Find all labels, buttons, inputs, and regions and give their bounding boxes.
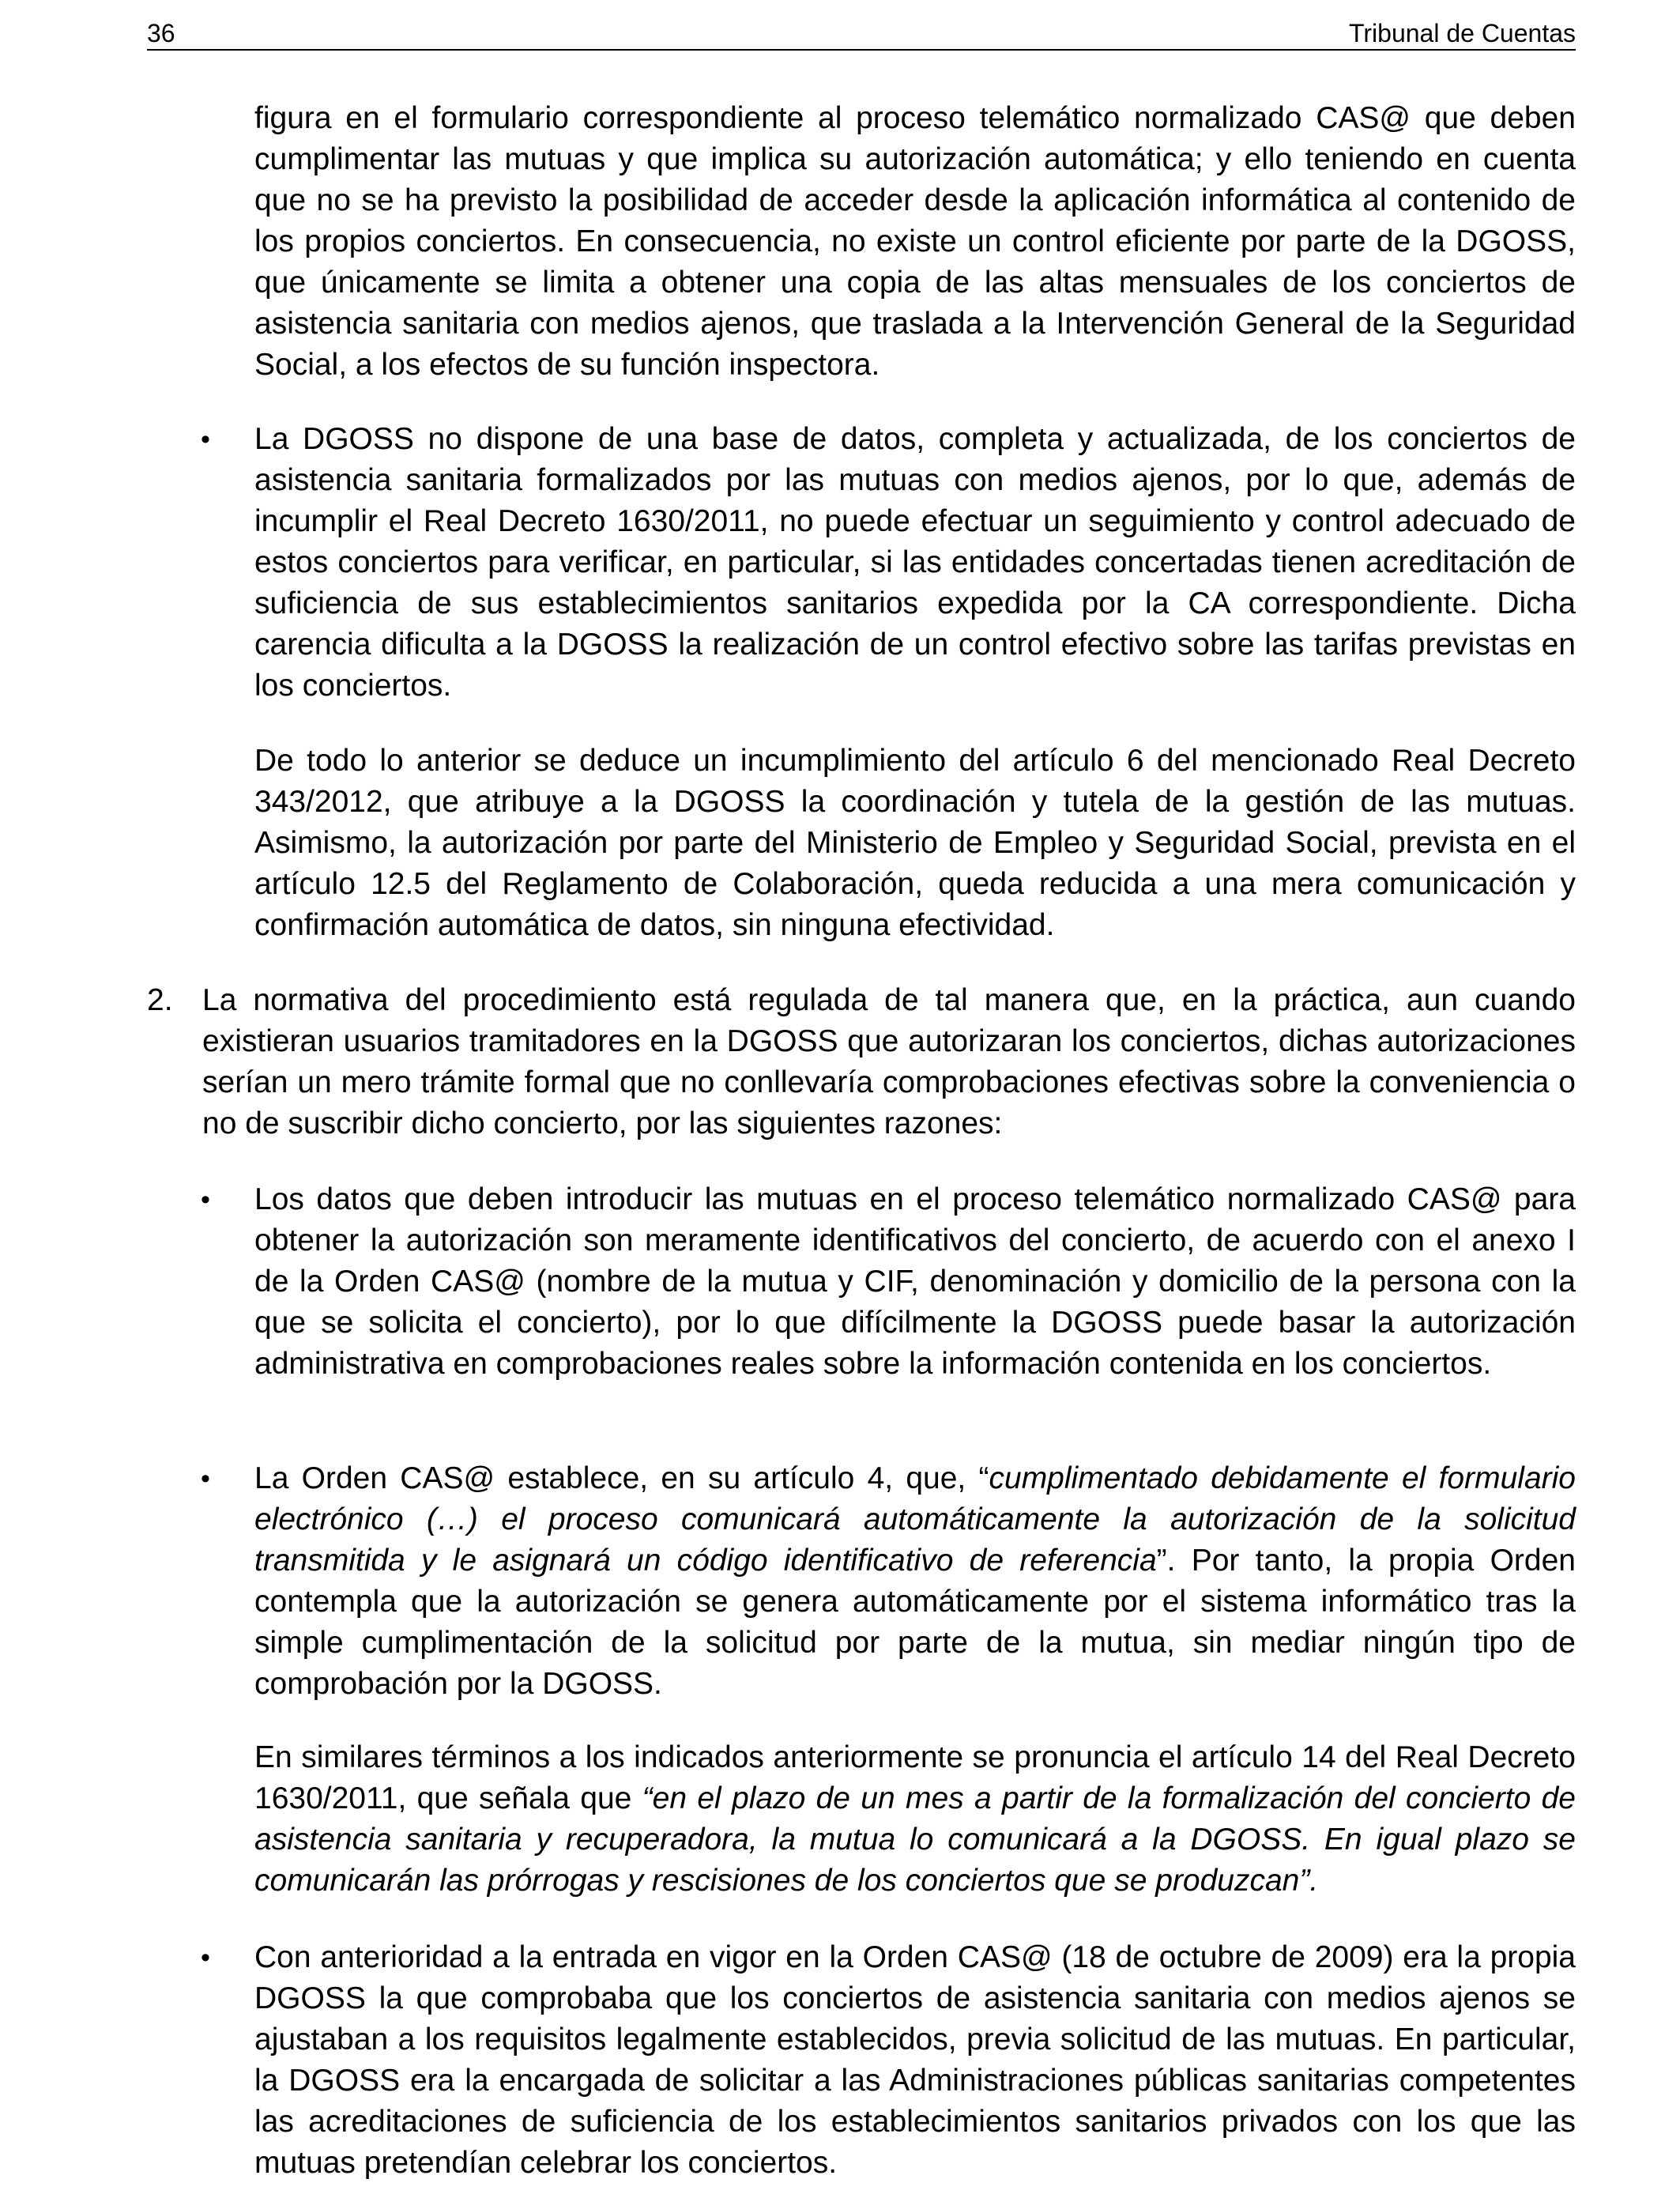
bullet-3-quote: cumplimentado debidamente el formulario electrónico (…) el proceso comunicará automáticamente la autorización de la solicitud transmitida y le asignará un código identificativo de referencia (254, 1461, 1576, 1578)
paragraph-similar-terms (254, 1737, 1576, 1902)
paragraph-conclusion: De todo lo anterior se deduce un incumplimiento del artículo 6 del mencionado Real Decreto 343/2012, que atribuye a la DGOSS la coordinación y tutela de la gestión de las mutuas. Asimismo, la autorización por parte del Ministerio de Empleo y Seguridad Social, prevista en el artículo 12.5 del Reglamento de Colaboración, queda reducida a una mera comunicación y confirmación automática de datos, sin ninguna efectividad. (254, 744, 1576, 942)
bullet-item-database: La DGOSS no dispone de una base de datos, completa y actualizada, de los conciertos de asistencia sanitaria formalizados por las mutuas con medios ajenos, por lo que, además de incumplir el Real Decreto 1630/2011, no puede efectuar un seguimiento y control adecuado de estos conciertos para verificar, en particular, si las entidades concertadas tienen acreditación de suficiencia de sus establecimientos sanitarios expedida por la CA correspondiente. Dicha carencia dificulta a la DGOSS la realización de un control efectivo sobre las tarifas previstas en los conciertos. (254, 422, 1576, 703)
bullet-item-prior-process: Con anterioridad a la entrada en vigor en la Orden CAS@ (18 de octubre de 2009) era la propia DGOSS la que comprobaba que los conciertos de asistencia sanitaria con medios ajenos se ajustaban a los requisitos legalmente establecidos, previa solicitud de las mutuas. En particular, la DGOSS era la encargada de solicitar a las Administraciones públicas sanitarias competentes las acreditaciones de suficiencia de los establecimientos sanitarios privados con los que las mutuas pretendían celebrar los conciertos. (254, 1940, 1576, 2180)
similar-lead: En similares términos a los indicados anteriormente se pronuncia el artículo 14 del Real Decreto 1630/2011, que señala que (254, 1740, 1576, 1815)
list-number: 2. (147, 983, 173, 1017)
bullet-marker: • (201, 424, 210, 454)
bullet-3-lead: La Orden CAS@ establece, en su artículo 4, que, “ (254, 1461, 989, 1495)
header-title: Tribunal de Cuentas (1349, 19, 1576, 47)
bullet-marker: • (201, 1943, 210, 1973)
bullet-3-tail: ”. Por tanto, la propia Orden contempla que la autorización se genera automáticamente por el sistema informático tras la simple cumplimentación de la solicitud por parte de la mutua, sin mediar ningún tipo de comprobación por la DGOSS. (254, 1544, 1576, 1701)
paragraph-continuation: figura en el formulario correspondiente al proceso telemático normalizado CAS@ que deben cumplimentar las mutuas y que implica su autorización automática; y ello teniendo en cuenta que no se ha previsto la posibilidad de acceder desde la aplicación informática al contenido de los propios conciertos. En consecuencia, no existe un control eficiente por parte de la DGOSS, que únicamente se limita a obtener una copia de las altas mensuales de los conciertos de asistencia sanitaria con medios ajenos, que traslada a la Intervención General de la Seguridad Social, a los efectos de su función inspectora. (254, 101, 1576, 382)
bullet-item-data-fields: Los datos que deben introducir las mutuas en el proceso telemático normalizado CAS@ para obtener la autorización son meramente identificativos del concierto, de acuerdo con el anexo I de la Orden CAS@ (nombre de la mutua y CIF, denominación y domicilio de la persona con la que se solicita el concierto), por lo que difícilmente la DGOSS puede basar la autorización administrativa en comprobaciones reales sobre la información contenida en los conciertos. (254, 1182, 1576, 1381)
page-number: 36 (147, 19, 175, 47)
bullet-marker: • (201, 1464, 210, 1494)
similar-quote: “en el plazo de un mes a partir de la formalización del concierto de asistencia sanitaria y recuperadora, la mutua lo comunicará a la DGOSS. En igual plazo se comunicarán las prórrogas y rescisiones de los conciertos que se produzcan”. (254, 1781, 1576, 1898)
bullet-item-orden-cas (254, 1458, 1576, 1705)
page-header (147, 17, 1576, 51)
list-item-2: La normativa del procedimiento está regulada de tal manera que, en la práctica, aun cuando existieran usuarios tramitadores en la DGOSS que autorizaran los conciertos, dichas autorizaciones serían un mero trámite formal que no conllevaría comprobaciones efectivas sobre la conveniencia o no de suscribir dicho concierto, por las siguientes razones: (202, 983, 1576, 1140)
bullet-marker: • (201, 1185, 210, 1215)
